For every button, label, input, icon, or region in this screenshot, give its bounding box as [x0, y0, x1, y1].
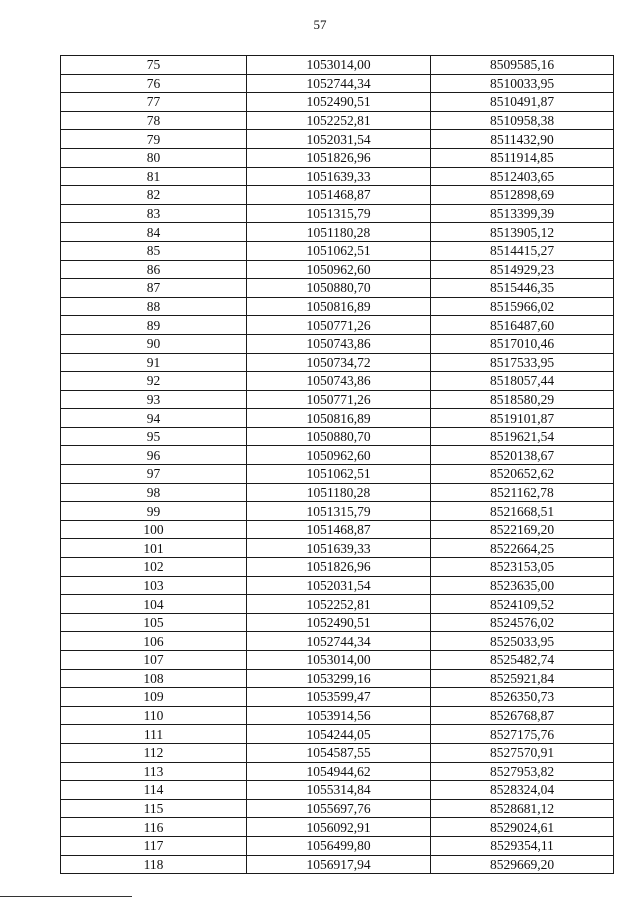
table-row: [61, 651, 614, 670]
x-coordinate-cell: 1052744,34: [247, 74, 431, 93]
point-number-cell: 75: [61, 56, 247, 75]
table-row: [61, 632, 614, 651]
point-number-cell: 78: [61, 111, 247, 130]
y-coordinate-cell: 8514929,23: [431, 260, 614, 279]
x-coordinate-cell: 1056092,91: [247, 818, 431, 837]
table-row: [61, 799, 614, 818]
table-row: [61, 595, 614, 614]
point-number-cell: 80: [61, 148, 247, 167]
y-coordinate-cell: 8512898,69: [431, 186, 614, 205]
point-number-cell: 90: [61, 334, 247, 353]
table-row: [61, 427, 614, 446]
y-coordinate-cell: 8522169,20: [431, 520, 614, 539]
x-coordinate-cell: 1053299,16: [247, 669, 431, 688]
y-coordinate-cell: 8523635,00: [431, 576, 614, 595]
table-row: [61, 743, 614, 762]
table-row: [61, 186, 614, 205]
point-number-cell: 100: [61, 520, 247, 539]
y-coordinate-cell: 8521668,51: [431, 502, 614, 521]
y-coordinate-cell: 8513399,39: [431, 204, 614, 223]
x-coordinate-cell: 1051826,96: [247, 148, 431, 167]
y-coordinate-cell: 8511914,85: [431, 148, 614, 167]
y-coordinate-cell: 8524109,52: [431, 595, 614, 614]
y-coordinate-cell: 8515446,35: [431, 279, 614, 298]
y-coordinate-cell: 8525921,84: [431, 669, 614, 688]
y-coordinate-cell: 8525033,95: [431, 632, 614, 651]
x-coordinate-cell: 1051180,28: [247, 483, 431, 502]
x-coordinate-cell: 1051062,51: [247, 465, 431, 484]
point-number-cell: 115: [61, 799, 247, 818]
table-row: [61, 279, 614, 298]
point-number-cell: 91: [61, 353, 247, 372]
table-row: [61, 688, 614, 707]
x-coordinate-cell: 1050771,26: [247, 390, 431, 409]
y-coordinate-cell: 8511432,90: [431, 130, 614, 149]
x-coordinate-cell: 1050734,72: [247, 353, 431, 372]
y-coordinate-cell: 8529669,20: [431, 855, 614, 874]
x-coordinate-cell: 1051315,79: [247, 204, 431, 223]
x-coordinate-cell: 1050816,89: [247, 297, 431, 316]
point-number-cell: 108: [61, 669, 247, 688]
table-row: [61, 706, 614, 725]
table-row: [61, 297, 614, 316]
point-number-cell: 81: [61, 167, 247, 186]
point-number-cell: 94: [61, 409, 247, 428]
y-coordinate-cell: 8513905,12: [431, 223, 614, 242]
point-number-cell: 116: [61, 818, 247, 837]
x-coordinate-cell: 1051468,87: [247, 186, 431, 205]
x-coordinate-cell: 1055697,76: [247, 799, 431, 818]
point-number-cell: 106: [61, 632, 247, 651]
table-row: [61, 725, 614, 744]
x-coordinate-cell: 1052490,51: [247, 613, 431, 632]
point-number-cell: 92: [61, 372, 247, 391]
table-row: [61, 93, 614, 112]
y-coordinate-cell: 8518580,29: [431, 390, 614, 409]
table-row: [61, 409, 614, 428]
y-coordinate-cell: 8529354,11: [431, 836, 614, 855]
x-coordinate-cell: 1052031,54: [247, 576, 431, 595]
y-coordinate-cell: 8528324,04: [431, 781, 614, 800]
y-coordinate-cell: 8523153,05: [431, 558, 614, 577]
table-row: [61, 260, 614, 279]
x-coordinate-cell: 1050880,70: [247, 427, 431, 446]
point-number-cell: 117: [61, 836, 247, 855]
y-coordinate-cell: 8529024,61: [431, 818, 614, 837]
y-coordinate-cell: 8510491,87: [431, 93, 614, 112]
table-row: [61, 353, 614, 372]
x-coordinate-cell: 1051062,51: [247, 241, 431, 260]
table-row: [61, 167, 614, 186]
point-number-cell: 112: [61, 743, 247, 762]
y-coordinate-cell: 8527953,82: [431, 762, 614, 781]
point-number-cell: 118: [61, 855, 247, 874]
y-coordinate-cell: 8520138,67: [431, 446, 614, 465]
table-row: [61, 148, 614, 167]
table-row: [61, 855, 614, 874]
y-coordinate-cell: 8517010,46: [431, 334, 614, 353]
table-row: [61, 334, 614, 353]
table-row: [61, 539, 614, 558]
point-number-cell: 102: [61, 558, 247, 577]
point-number-cell: 104: [61, 595, 247, 614]
y-coordinate-cell: 8519101,87: [431, 409, 614, 428]
x-coordinate-cell: 1054244,05: [247, 725, 431, 744]
x-coordinate-cell: 1055314,84: [247, 781, 431, 800]
y-coordinate-cell: 8521162,78: [431, 483, 614, 502]
point-number-cell: 109: [61, 688, 247, 707]
x-coordinate-cell: 1052252,81: [247, 111, 431, 130]
table-row: [61, 781, 614, 800]
point-number-cell: 77: [61, 93, 247, 112]
y-coordinate-cell: 8509585,16: [431, 56, 614, 75]
table-row: [61, 74, 614, 93]
y-coordinate-cell: 8510033,95: [431, 74, 614, 93]
coordinates-table: [60, 55, 614, 874]
point-number-cell: 96: [61, 446, 247, 465]
point-number-cell: 89: [61, 316, 247, 335]
x-coordinate-cell: 1052031,54: [247, 130, 431, 149]
x-coordinate-cell: 1056499,80: [247, 836, 431, 855]
table-row: [61, 446, 614, 465]
y-coordinate-cell: 8522664,25: [431, 539, 614, 558]
y-coordinate-cell: 8526768,87: [431, 706, 614, 725]
y-coordinate-cell: 8527175,76: [431, 725, 614, 744]
y-coordinate-cell: 8514415,27: [431, 241, 614, 260]
x-coordinate-cell: 1054944,62: [247, 762, 431, 781]
table-row: [61, 56, 614, 75]
y-coordinate-cell: 8525482,74: [431, 651, 614, 670]
point-number-cell: 84: [61, 223, 247, 242]
table-row: [61, 316, 614, 335]
page-number: 57: [313, 17, 327, 32]
y-coordinate-cell: 8515966,02: [431, 297, 614, 316]
y-coordinate-cell: 8510958,38: [431, 111, 614, 130]
x-coordinate-cell: 1053014,00: [247, 56, 431, 75]
x-coordinate-cell: 1051468,87: [247, 520, 431, 539]
table-row: [61, 502, 614, 521]
point-number-cell: 114: [61, 781, 247, 800]
point-number-cell: 99: [61, 502, 247, 521]
x-coordinate-cell: 1054587,55: [247, 743, 431, 762]
y-coordinate-cell: 8519621,54: [431, 427, 614, 446]
x-coordinate-cell: 1050962,60: [247, 446, 431, 465]
x-coordinate-cell: 1052490,51: [247, 93, 431, 112]
point-number-cell: 95: [61, 427, 247, 446]
x-coordinate-cell: 1051315,79: [247, 502, 431, 521]
point-number-cell: 86: [61, 260, 247, 279]
point-number-cell: 111: [61, 725, 247, 744]
x-coordinate-cell: 1050880,70: [247, 279, 431, 298]
table-row: [61, 818, 614, 837]
point-number-cell: 103: [61, 576, 247, 595]
table-row: [61, 241, 614, 260]
y-coordinate-cell: 8516487,60: [431, 316, 614, 335]
point-number-cell: 107: [61, 651, 247, 670]
point-number-cell: 97: [61, 465, 247, 484]
x-coordinate-cell: 1051639,33: [247, 167, 431, 186]
y-coordinate-cell: 8520652,62: [431, 465, 614, 484]
x-coordinate-cell: 1051826,96: [247, 558, 431, 577]
point-number-cell: 88: [61, 297, 247, 316]
y-coordinate-cell: 8517533,95: [431, 353, 614, 372]
table-row: [61, 465, 614, 484]
point-number-cell: 113: [61, 762, 247, 781]
table-row: [61, 130, 614, 149]
point-number-cell: 101: [61, 539, 247, 558]
table-row: [61, 669, 614, 688]
point-number-cell: 85: [61, 241, 247, 260]
x-coordinate-cell: 1050771,26: [247, 316, 431, 335]
table-row: [61, 111, 614, 130]
table-row: [61, 204, 614, 223]
point-number-cell: 98: [61, 483, 247, 502]
point-number-cell: 82: [61, 186, 247, 205]
x-coordinate-cell: 1050743,86: [247, 372, 431, 391]
table-row: [61, 576, 614, 595]
table-row: [61, 836, 614, 855]
coordinates-table-body: [61, 56, 614, 874]
x-coordinate-cell: 1050816,89: [247, 409, 431, 428]
x-coordinate-cell: 1051639,33: [247, 539, 431, 558]
table-row: [61, 390, 614, 409]
point-number-cell: 110: [61, 706, 247, 725]
x-coordinate-cell: 1051180,28: [247, 223, 431, 242]
point-number-cell: 83: [61, 204, 247, 223]
table-row: [61, 372, 614, 391]
point-number-cell: 79: [61, 130, 247, 149]
x-coordinate-cell: 1056917,94: [247, 855, 431, 874]
point-number-cell: 105: [61, 613, 247, 632]
table-row: [61, 483, 614, 502]
x-coordinate-cell: 1053014,00: [247, 651, 431, 670]
table-row: [61, 558, 614, 577]
y-coordinate-cell: 8527570,91: [431, 743, 614, 762]
table-row: [61, 613, 614, 632]
x-coordinate-cell: 1050743,86: [247, 334, 431, 353]
x-coordinate-cell: 1050962,60: [247, 260, 431, 279]
x-coordinate-cell: 1053914,56: [247, 706, 431, 725]
x-coordinate-cell: 1052252,81: [247, 595, 431, 614]
point-number-cell: 76: [61, 74, 247, 93]
table-row: [61, 762, 614, 781]
y-coordinate-cell: 8528681,12: [431, 799, 614, 818]
y-coordinate-cell: 8526350,73: [431, 688, 614, 707]
x-coordinate-cell: 1052744,34: [247, 632, 431, 651]
table-row: [61, 520, 614, 539]
footer-rule: [0, 896, 132, 897]
x-coordinate-cell: 1053599,47: [247, 688, 431, 707]
y-coordinate-cell: 8512403,65: [431, 167, 614, 186]
y-coordinate-cell: 8524576,02: [431, 613, 614, 632]
table-row: [61, 223, 614, 242]
point-number-cell: 93: [61, 390, 247, 409]
y-coordinate-cell: 8518057,44: [431, 372, 614, 391]
point-number-cell: 87: [61, 279, 247, 298]
